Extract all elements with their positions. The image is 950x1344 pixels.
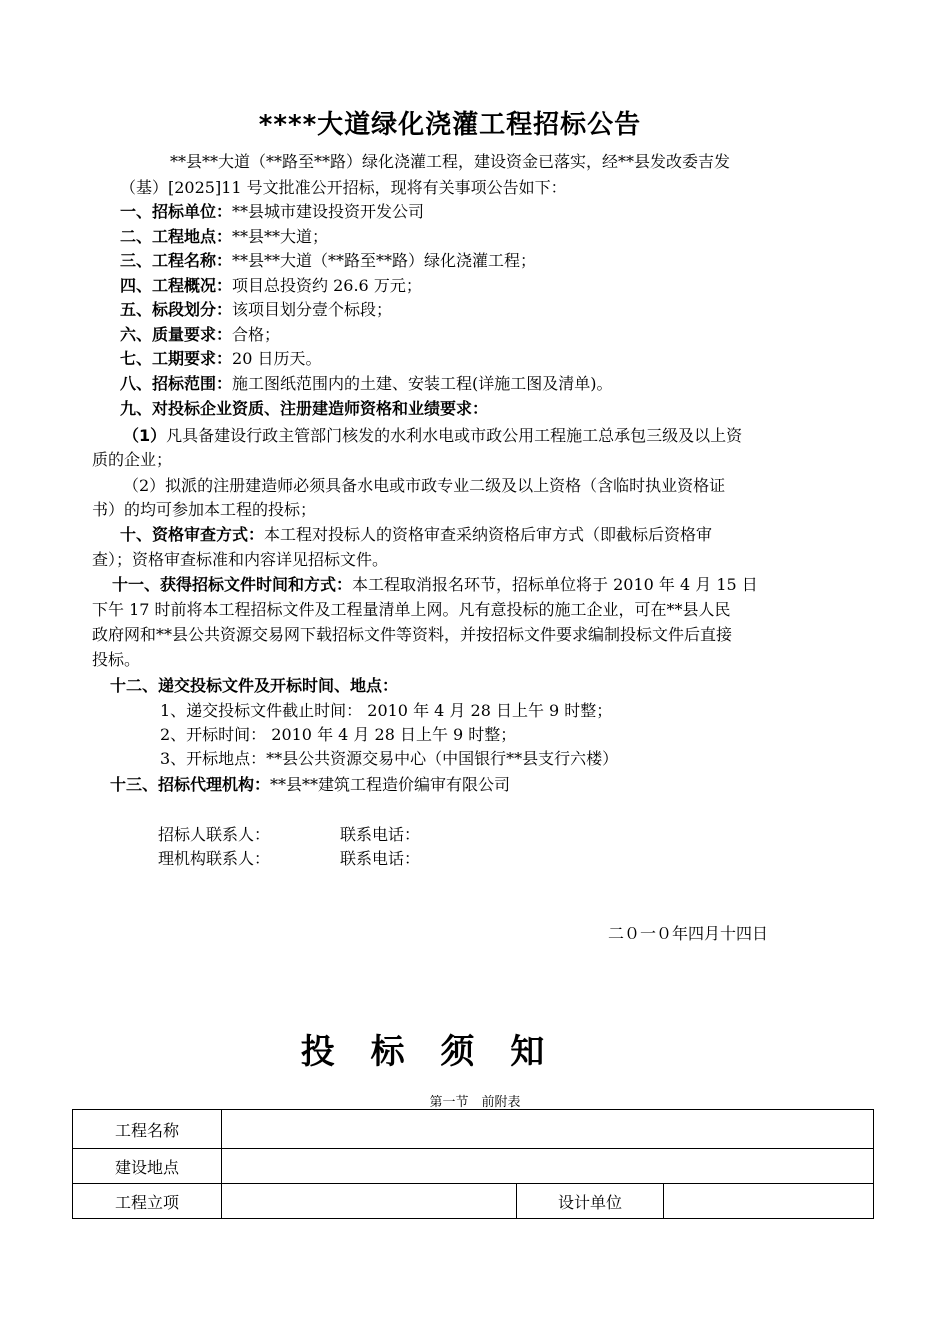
item-11-line-3: 政府网和**县公共资源交易网下载招标文件等资料，并按招标文件要求编制投标文件后直接 (92, 625, 733, 644)
item-4-label: 四、工程概况： (120, 276, 233, 295)
item-7-text: 20 日历天。 (232, 349, 322, 368)
intro-line-1: **县**大道（**路至**路）绿化浇灌工程，建设资金已落实，经**县发改委吉发 (170, 152, 731, 171)
cell-approval-label: 工程立项 (73, 1184, 222, 1219)
item-1 (120, 200, 424, 224)
item-11-line-1 (112, 573, 758, 597)
item-13-label: 十三、招标代理机构： (110, 775, 271, 794)
section-heading (0, 1024, 845, 1073)
cell-project-name-label: 工程名称 (73, 1110, 222, 1149)
item-12-heading: 十二、递交投标文件及开标时间、地点： (110, 676, 399, 695)
item-3-text: **县**大道（**路至**路）绿化浇灌工程； (232, 251, 537, 270)
item-6-text: 合格； (232, 325, 281, 344)
item-12-sub-2: 2、开标时间： 2010 年 4 月 28 日上午 9 时整； (160, 725, 517, 744)
item-5-text: 该项目划分壹个标段； (232, 300, 393, 319)
item-7 (120, 347, 321, 371)
item-1-label: 一、招标单位： (120, 202, 233, 221)
item-1-text: **县城市建设投资开发公司 (232, 202, 425, 221)
contact-agency-label: 理机构联系人： (158, 849, 271, 868)
item-4 (120, 274, 422, 298)
contact-tenderer-label: 招标人联系人： (158, 825, 271, 844)
item-5 (120, 298, 392, 322)
item-3 (120, 249, 536, 273)
contact-tenderer-phone-label: 联系电话： (340, 825, 421, 844)
contact-agency-phone-label: 联系电话： (340, 849, 421, 868)
item-8 (120, 372, 613, 396)
item-9a-line-1 (123, 424, 742, 448)
cell-design-unit-value (664, 1184, 874, 1219)
cell-project-name-value (222, 1110, 874, 1149)
item-2 (120, 225, 328, 249)
item-2-text: **县**大道； (232, 227, 329, 246)
item-12-sub-1: 1、递交投标文件截止时间： 2010 年 4 月 28 日上午 9 时整； (160, 701, 613, 720)
item-9b-line-1: （2）拟派的注册建造师必须具备水电或市政专业二级及以上资格（含临时执业资格证 (123, 476, 726, 495)
item-9a-text: 凡具备建设行政主管部门核发的水利水电或市政公用工程施工总承包三级及以上资 (166, 426, 743, 445)
item-9a-number: （1） (123, 426, 167, 445)
item-11-label: 十一、获得招标文件时间和方式： (112, 575, 353, 594)
table-row (73, 1110, 874, 1149)
item-13-text: **县**建筑工程造价编审有限公司 (270, 775, 511, 794)
announcement-title: ****大道绿化浇灌工程招标公告 (258, 110, 642, 140)
cell-approval-value (222, 1184, 517, 1219)
item-11-text: 本工程取消报名环节，招标单位将于 2010 年 4 月 15 日 (352, 575, 758, 594)
item-2-label: 二、工程地点： (120, 227, 233, 246)
appendix-table (72, 1109, 874, 1219)
item-11-line-2: 下午 17 时前将本工程招标文件及工程量清单上网。凡有意投标的施工企业，可在**县人民 (92, 600, 731, 619)
cell-design-unit-label: 设计单位 (517, 1184, 664, 1219)
item-13 (110, 773, 510, 797)
table-caption: 第一节 前附表 (429, 1095, 521, 1110)
item-10-line-1 (120, 523, 712, 547)
section-heading-char-3: 须 (440, 1032, 475, 1072)
section-heading-char-2: 标 (370, 1032, 405, 1072)
cell-site-label: 建设地点 (73, 1149, 222, 1184)
item-10-label: 十、资格审查方式： (120, 525, 265, 544)
item-4-text: 项目总投资约 26.6 万元； (232, 276, 422, 295)
section-heading-char-4: 知 (510, 1032, 545, 1072)
item-8-text: 施工图纸范围内的土建、安装工程(详施工图及清单)。 (232, 374, 613, 393)
item-10-line-2: 查）；资格审查标准和内容详见招标文件。 (92, 550, 389, 569)
item-9-heading: 九、对投标企业资质、注册建造师资格和业绩要求： (120, 399, 489, 418)
item-11-line-4: 投标。 (92, 650, 141, 669)
item-6-label: 六、质量要求： (120, 325, 233, 344)
table-row (73, 1149, 874, 1184)
table-row (73, 1184, 874, 1219)
intro-line-2: （基）[2025]11 号文批准公开招标，现将有关事项公告如下： (120, 178, 567, 197)
item-7-label: 七、工期要求： (120, 349, 233, 368)
item-8-label: 八、招标范围： (120, 374, 233, 393)
item-9a-line-2: 质的企业； (92, 450, 173, 469)
cell-site-value (222, 1149, 874, 1184)
document-date: 二０一０年四月十四日 (608, 924, 769, 943)
item-5-label: 五、标段划分： (120, 300, 233, 319)
item-6 (120, 323, 280, 347)
section-heading-char-1: 投 (300, 1032, 335, 1072)
item-3-label: 三、工程名称： (120, 251, 233, 270)
item-12-sub-3: 3、开标地点：**县公共资源交易中心（中国银行**县支行六楼） (160, 749, 619, 768)
item-10-text: 本工程对投标人的资格审查采纳资格后审方式（即截标后资格审 (264, 525, 713, 544)
item-9b-line-2: 书）的均可参加本工程的投标； (92, 500, 317, 519)
